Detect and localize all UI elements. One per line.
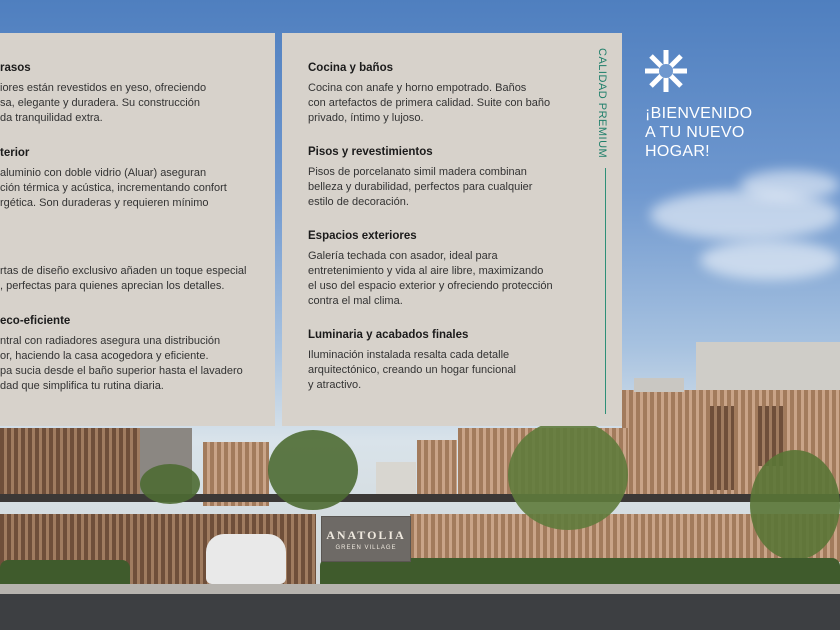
welcome-line: A TU NUEVO — [645, 124, 745, 141]
snowflake-star-icon — [643, 48, 689, 94]
text-line: ción térmica y acústica, incrementando confort — [0, 182, 227, 194]
feature-section — [308, 62, 550, 126]
feature-heading: Pisos y revestimientos — [308, 146, 433, 158]
feature-section — [0, 62, 206, 126]
sidewalk — [0, 584, 840, 594]
tree — [750, 450, 840, 560]
text-line: iores están revestidos en yeso, ofreciendo — [0, 82, 207, 94]
feature-text — [0, 81, 206, 126]
feature-section — [0, 264, 246, 294]
text-line: Iluminación instalada resalta cada detalle — [308, 349, 510, 361]
cloud — [700, 240, 840, 280]
feature-heading: terior — [0, 147, 30, 159]
text-line: el uso del espacio exterior y ofreciendo protección — [308, 280, 553, 292]
tree — [140, 464, 200, 504]
feature-heading: Cocina y baños — [308, 62, 393, 74]
features-panel-right — [282, 33, 622, 426]
feature-text — [0, 264, 246, 294]
feature-section — [0, 315, 243, 394]
text-line: Pisos de porcelanato simil madera combinan — [308, 166, 527, 178]
text-line: con artefactos de primera calidad. Suite con baño — [308, 97, 551, 109]
feature-text — [308, 165, 532, 210]
text-line: contra el mal clima. — [308, 295, 403, 307]
feature-text — [308, 348, 516, 393]
text-line: or, haciendo la casa acogedora y eficiente. — [0, 350, 209, 362]
features-panel-left — [0, 33, 275, 426]
feature-text — [0, 334, 243, 394]
text-line: belleza y durabilidad, perfectos para cualquier — [308, 181, 533, 193]
text-line: entretenimiento y vida al aire libre, maximizando — [308, 265, 544, 277]
feature-text — [308, 81, 550, 126]
feature-text — [308, 249, 553, 309]
building — [634, 378, 684, 392]
building — [376, 462, 416, 496]
feature-section — [308, 329, 516, 393]
text-line: da tranquilidad extra. — [0, 112, 103, 124]
feature-heading: Luminaria y acabados finales — [308, 329, 469, 341]
text-line: ntral con radiadores asegura una distribución — [0, 335, 221, 347]
text-line: aluminio con doble vidrio (Aluar) aseguran — [0, 167, 207, 179]
feature-text — [0, 166, 227, 211]
road — [0, 594, 840, 630]
window — [710, 406, 734, 490]
tree — [268, 430, 358, 510]
text-line: Galería techada con asador, ideal para — [308, 250, 498, 262]
text-line: dad que simplifica tu rutina diaria. — [0, 380, 164, 392]
vertical-label: CALIDAD PREMIUM — [596, 48, 608, 159]
welcome-message — [645, 104, 752, 161]
building — [696, 342, 840, 390]
tree — [508, 420, 628, 530]
welcome-line: ¡BIENVENIDO — [645, 105, 753, 122]
feature-heading: rasos — [0, 62, 31, 74]
text-line: pa sucia desde el baño superior hasta el lavadero — [0, 365, 243, 377]
car — [206, 534, 286, 584]
sign-name: ANATOLIA — [326, 527, 406, 542]
text-line: estilo de decoración. — [308, 196, 409, 208]
roof-line — [0, 494, 840, 502]
text-line: privado, íntimo y lujoso. — [308, 112, 424, 124]
text-line: , perfectas para quienes aprecian los detalles. — [0, 280, 225, 292]
text-line: y atractivo. — [308, 379, 362, 391]
accent-divider — [605, 168, 606, 414]
feature-heading: eco-eficiente — [0, 315, 71, 327]
text-line: Cocina con anafe y horno empotrado. Baños — [308, 82, 527, 94]
text-line: rtas de diseño exclusivo añaden un toque especial — [0, 265, 247, 277]
development-sign — [321, 516, 411, 562]
text-line: arquitectónico, creando un hogar funcional — [308, 364, 516, 376]
cloud — [740, 170, 840, 200]
text-line: rgética. Son duraderas y requieren mínimo — [0, 197, 209, 209]
feature-heading: Espacios exteriores — [308, 230, 417, 242]
sign-subtitle: GREEN VILLAGE — [335, 544, 397, 551]
feature-section — [308, 146, 532, 210]
welcome-line: HOGAR! — [645, 143, 710, 160]
building-facade — [417, 440, 457, 496]
building-facade — [0, 428, 140, 498]
feature-section — [0, 147, 227, 211]
feature-section — [308, 230, 553, 309]
text-line: sa, elegante y duradera. Su construcción — [0, 97, 200, 109]
